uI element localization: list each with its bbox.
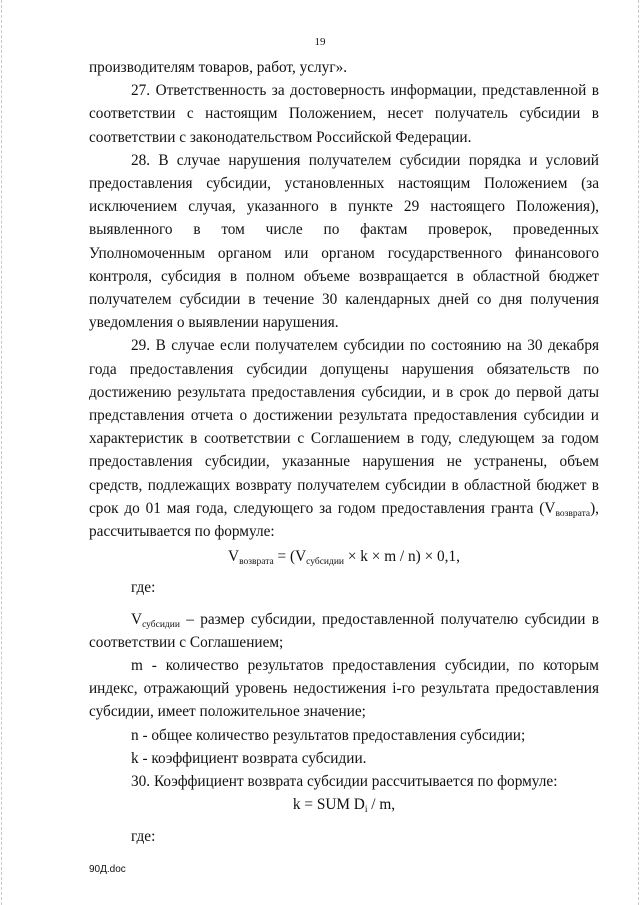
formula-subsidy-subscript: субсидии bbox=[306, 557, 344, 568]
formula-v: V bbox=[228, 548, 240, 566]
where-label-1: где: bbox=[131, 579, 156, 597]
scan-edge-right bbox=[638, 0, 639, 905]
paragraph-29-tail: ), рассчитывается по формуле: bbox=[89, 499, 599, 541]
where-label-2: где: bbox=[131, 827, 156, 845]
definition-n: n - общее количество результатов предоставления субсидии; bbox=[131, 726, 526, 744]
paragraph-29-subscript: возврата bbox=[555, 508, 591, 519]
formula2-subscript: i bbox=[364, 805, 368, 816]
document-body bbox=[89, 56, 599, 848]
paragraph-28: 28. В случае нарушения получателем субсидии порядка и условий предоставления субсидии, установленных настоящим Положением (за исключением случая, указанного в пункте 29 настоящего Положения), выявленного в том числе по фактам проверок, проведенных Уполномоченным органом или органом государственного финансового контроля, субсидия в полном объеме возвращается в областной бюджет получателем субсидии в течение 30 календарных дней со дня получения уведомления о выявлении нарушения. bbox=[89, 151, 599, 332]
definition-v-subsidy bbox=[89, 608, 599, 654]
scan-edge-left bbox=[1, 0, 2, 905]
file-name-footer: 90Д.doc bbox=[89, 864, 126, 875]
formula-v-subscript: возврата bbox=[239, 557, 274, 568]
definition-m: m - количество результатов предоставления субсидии, по которым индекс, отражающий уровень недостижения i-го результата предоставления субсидии, имеет положительное значение; bbox=[89, 657, 599, 721]
formula-coefficient bbox=[89, 793, 599, 816]
formula-eq: = (V bbox=[273, 548, 307, 566]
definition-k: k - коэффициент возврата субсидии. bbox=[131, 749, 367, 767]
formula2-left: k = SUM D bbox=[292, 796, 365, 814]
page-number: 19 bbox=[314, 36, 326, 48]
paragraph-27: 27. Ответственность за достоверность информации, представленной в соответствии с настоящим Положением, несет получатель субсидии в соответствии с законодательством Российской Федерации. bbox=[89, 82, 599, 146]
formula-rest: × k × m / n) × 0,1, bbox=[344, 548, 460, 566]
def-v-text: – размер субсидии, предоставленной получателю субсидии в соответствии с Соглашением; bbox=[89, 610, 599, 651]
paragraph-continuation: производителям товаров, работ, услуг». bbox=[89, 59, 348, 76]
paragraph-29-text: 29. В случае если получателем субсидии по состоянию на 30 декабря года предоставления субсидии допущены нарушения обязательств по достижению результата предоставления субсидии, и в срок до первой даты представления отчета о достижении результата предоставления субсидии и характеристик в соответствии с Соглашением в году, следующем за годом предоставления субсидии, указанные нарушения не устранены, объем средств, подлежащих возврату получателем субсидии в областной бюджет в срок до 01 мая года, следующего за годом предоставления гранта (V bbox=[89, 337, 599, 517]
formula2-right: / m, bbox=[367, 796, 396, 814]
formula-return-volume bbox=[89, 545, 599, 568]
paragraph-29 bbox=[89, 334, 599, 543]
def-v-symbol: V bbox=[131, 610, 143, 628]
def-v-subscript: субсидии bbox=[142, 619, 180, 630]
paragraph-30: 30. Коэффициент возврата субсидии рассчитывается по формуле: bbox=[131, 773, 558, 791]
